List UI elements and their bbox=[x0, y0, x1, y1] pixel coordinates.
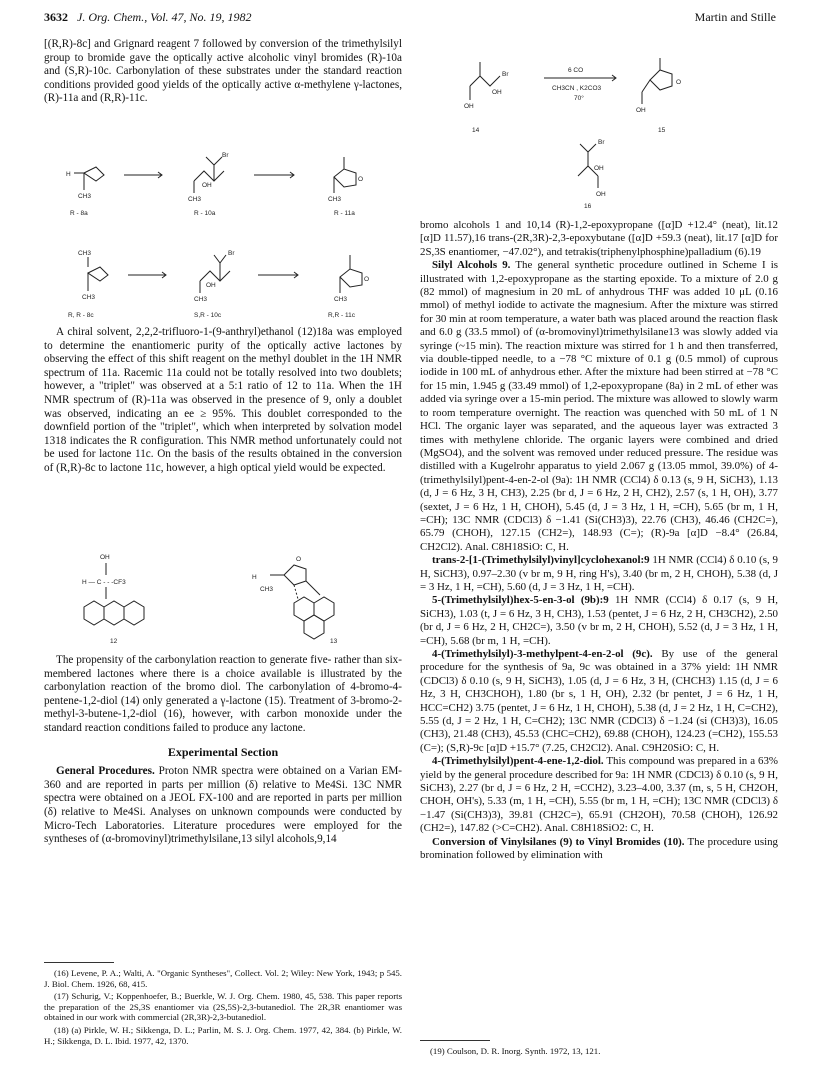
structure-12 bbox=[84, 563, 144, 625]
trans-cyclohexanol-text: 1H NMR (CCl4) δ 0.10 (s, 9 H, SiCH3), 0.97–2.30 (v br m, 9 H, ring H's), 3.40 (br m, 2 H, CHOH), 5.38 (d, J = 3 Hz, 1 H, =CH), 5.60 (d, J = 3 Hz, 1 H, =CH). bbox=[420, 554, 778, 593]
struct12-center: H — C - - -CF3 bbox=[82, 579, 126, 586]
atom-o: O bbox=[358, 176, 364, 183]
atom-ch3: CH3 bbox=[260, 586, 274, 593]
bond bbox=[214, 157, 222, 165]
compound-label-15: 15 bbox=[658, 127, 666, 134]
compound-label-11a: R - 11a bbox=[334, 210, 355, 217]
lactone-ring-11c bbox=[340, 269, 362, 287]
pentenediol-text: This compound was prepared in a 63% yield by the general procedure described for 9a: 1H NMR (CDCl3) δ 0.10 (s, 9 H, SiCH3), 2.27 (br d, J = 6 Hz, 2 H, =CCH2), 3.23–4.00, 3.37 (m, s, 5 H, CH2OH, CHOH, OH's), 5.33 (m, 1 H, =CH), 5.55 (br m, 1 H, =CH); 13C NMR (CDCl3) δ −1.47 (Si(CH3)3), 39.81 (CH2C=), 65.91 (CH2OH), 70.58 (CHOH), 126.92 (CH2=), 147.82 (>C=CH2). Anal. C8H18SiO2: C, H. bbox=[420, 755, 778, 835]
paragraph-bromo-alcohols: bromo alcohols 1 and 10,14 (R)-1,2-epoxypropane ([α]D +12.4° (neat), lit.12 [α]D 11.57),16 trans-(2R,3R)-2,3-epoxybutane ([α]D +59.3 (neat), lit.17 [α]D for 2S,3S enantiomer, −47.02°), and tetrakis(triphenylphosphine)palladium (6).19 bbox=[420, 219, 778, 258]
silyl-alcohols-heading: Silyl Alcohols 9. bbox=[432, 259, 511, 272]
bond bbox=[580, 144, 588, 152]
bond bbox=[214, 255, 220, 263]
bond bbox=[642, 80, 650, 92]
atom-ch3: CH3 bbox=[328, 196, 342, 203]
atom-o: O bbox=[364, 276, 370, 283]
compound-label-8a: R - 8a bbox=[70, 210, 88, 217]
compound-label-10a: R - 10a bbox=[194, 210, 216, 217]
atom-br: Br bbox=[598, 139, 605, 146]
atom-ch3: CH3 bbox=[82, 294, 96, 301]
atom-ch3: CH3 bbox=[78, 193, 92, 200]
scheme-row-1 bbox=[74, 157, 356, 193]
structures-12-13 bbox=[44, 545, 402, 645]
bond bbox=[206, 157, 214, 165]
footnote-19: (19) Coulson, D. R. Inorg. Synth. 1972, 13, 121. bbox=[430, 1046, 601, 1056]
pentenediol-heading: 4-(Trimethylsilyl)pent-4-ene-1,2-diol. bbox=[432, 755, 604, 768]
compound-label-14: 14 bbox=[472, 127, 480, 134]
atom-o: O bbox=[676, 79, 682, 86]
conversion-heading: Conversion of Vinylsilanes (9) to Vinyl Bromides (10). bbox=[432, 835, 685, 848]
footnote-rule bbox=[44, 962, 114, 963]
atom-oh: OH bbox=[100, 554, 110, 561]
atom-ch3: CH3 bbox=[188, 196, 202, 203]
anthracene-ring bbox=[294, 597, 314, 621]
compound-15-drawing bbox=[642, 58, 672, 104]
atom-o: O bbox=[296, 556, 302, 563]
atom-ch3: CH3 bbox=[194, 296, 208, 303]
epoxide-8c bbox=[88, 267, 108, 281]
bond bbox=[306, 581, 320, 595]
atom-oh: OH bbox=[464, 103, 474, 110]
chain-10a bbox=[194, 171, 224, 181]
arrow-group bbox=[544, 75, 616, 81]
footnote-17: (17) Schurig, V.; Koppenhoefer, B.; Buerkle, W. J. Org. Chem. 1980, 45, 538. This paper reports the preparation of the 2S,3S enantiomer via (2S,5S)-2,3-butanediol. The 2R,3R enantiomer was obtained in our work with commercial (2R,3R)-2,3-butanediol. bbox=[44, 991, 402, 1023]
left-reaction-schemes bbox=[44, 135, 402, 323]
atom-oh: OH bbox=[594, 165, 604, 172]
left-column-top bbox=[44, 38, 402, 106]
h-bond bbox=[294, 585, 298, 599]
chain-14 bbox=[470, 76, 500, 86]
experimental-heading: Experimental Section bbox=[167, 744, 279, 759]
anthracene-ring bbox=[104, 601, 124, 625]
atom-br: Br bbox=[502, 71, 509, 78]
compound-label-13: 13 bbox=[330, 638, 338, 645]
footnotes-right bbox=[420, 1046, 778, 1059]
atom-h: H bbox=[252, 574, 257, 581]
footnote-rule-right bbox=[420, 1040, 490, 1041]
page-number: 3632 bbox=[44, 10, 68, 24]
reagents-bottom: CH3CN , K2CO3 bbox=[552, 85, 602, 92]
reaction-temperature: 70° bbox=[574, 95, 584, 102]
methylpentenol-heading: 4-(Trimethylsilyl)-3-methylpent-4-en-2-ol (9c). bbox=[432, 648, 653, 660]
running-authors: Martin and Stille bbox=[694, 10, 776, 24]
atom-oh: OH bbox=[596, 191, 606, 198]
compound-label-11c: R,R - 11c bbox=[328, 312, 355, 319]
journal-citation: J. Org. Chem., Vol. 47, No. 19, 1982 bbox=[77, 10, 252, 24]
atom-ch3: CH3 bbox=[78, 250, 92, 257]
left-column-lower bbox=[44, 654, 402, 847]
atom-oh: OH bbox=[636, 107, 646, 114]
paragraph-chiral-solvent: A chiral solvent, 2,2,2-trifluoro-1-(9-anthryl)ethanol (12)18a was employed to determine the enantiomeric purity of the optically active lactones by observing the effect of this shift reagent on the methyl doublet in the 1H NMR spectrum of 11a. Racemic 11a could not be totally resolved into two doublets; however, a "triplet" was observed at a 5:1 ratio of 12 to 11a. When the 1H NMR spectrum of (R)-11a was observed in the presence of 9, only a doublet was observed, indicating an ee ≥ 95%. This doublet corresponded to the downfield portion of the "triplet", which when interpreted by solvation model 1318 indicates the R configuration. This NMR method unfortunately could not be used for lactone 11c. On the basis of the results obtained in the conversion of (R,R)-8c to lactone 11c, however, a high optical yield would be expected. bbox=[44, 326, 402, 474]
conversion-text: The procedure using bromination followed by elimination with bbox=[420, 835, 779, 862]
anthracene-ring bbox=[314, 597, 334, 621]
hexenol-text: 1H NMR (CCl4) δ 0.17 (s, 9 H, SiCH3), 1.03 (t, J = 6 Hz, 3 H, CH3), 1.53 (pentet, J = 6 Hz, 2 H, CH3CH2), 2.50 (br d, J = 6 Hz, 2 H, CH2C=), 3.50 (v br m, 2 H, CHOH), 5.52 (d, J = 3 Hz, 1 H, =CH), 5.68 (br m, 1 H, =CH). bbox=[420, 594, 778, 647]
compound-label-12: 12 bbox=[110, 638, 118, 645]
footnotes-left bbox=[44, 968, 402, 1048]
bond bbox=[220, 255, 226, 263]
epoxide-8a bbox=[84, 167, 104, 181]
paragraph-intro: [(R,R)-8c] and Grignard reagent 7 followed by conversion of the trimethylsilyl group to bromide gave the optically active alcoholic vinyl bromides (R)-10a and (S,R)-10c. Carbonylation of these substrates under the standard reaction conditions provided good yields of the optically active α-methylene γ-lactones, (R)-11a and (R,R)-11c. bbox=[44, 38, 402, 105]
trans-cyclohexanol-heading: trans-2-[1-(Trimethylsilyl)vinyl]cyclohexanol:9 bbox=[432, 554, 650, 567]
scheme-row-2 bbox=[88, 255, 362, 293]
compound-label-10c: S,R - 10c bbox=[194, 312, 222, 319]
anthracene-ring bbox=[304, 615, 324, 639]
right-reaction-scheme bbox=[418, 36, 778, 211]
methylpentenol-text: By use of the general procedure for the synthesis of 9a, 9c was obtained in a 37% yield: 1H NMR (CDCl3) δ 0.10 (s, 9 H, SiCH3), 1.05 (d, J = 6 Hz, 3 H, (CHCH3) 1.15 (d, J = 6 Hz, 3 H, CH3CHOH), 1.80 (br s, 1 H, OH), 2.32 (br pentet, J = 6 Hz, 1 H, HCC=CH2) 3.75 (pentet, J = 6 Hz, 1 H, CHOH), 5.38 (d, J = 2 Hz, 1 H, C=CH2), 5.55 (d, J = 2 Hz, 1 H, C=CH2); 13C NMR (CDCl3) δ −1.24 (si (CH3)3), 16.05 (CH3), 21.48 (CH3), 45.53 (CHC=CH2), 69.88 (CHOH), 124.23 (=CH2), 155.53 (C=); (S,R)-9c [α]D +15.7° (7.25, CH2Cl2). Anal. C9H20SiO: C, H. bbox=[420, 648, 778, 754]
compound-label-16: 16 bbox=[584, 203, 592, 210]
general-procedures-text: Proton NMR spectra were obtained on a Varian EM-360 and are reported in parts per million (δ) relative to Me4Si. 13C NMR spectra were obtained on a JEOL FX-100 and are reported in parts per million (δ) relative to Me4Si. Analyses on unknown compounds were conducted by Micro-Tech Laboratories. Literature procedures were employed for the syntheses of (α-bromovinyl)trimethylsilane,13 silyl alcohols,9,14 bbox=[44, 765, 402, 846]
reagents-top: 6 CO bbox=[568, 67, 584, 74]
anthracene-ring bbox=[124, 601, 144, 625]
atom-br: Br bbox=[222, 152, 229, 159]
atom-ch3: CH3 bbox=[334, 296, 348, 303]
general-procedures-heading: General Procedures. bbox=[56, 765, 155, 778]
compound-label-8c: R, R - 8c bbox=[68, 312, 94, 319]
left-column-middle bbox=[44, 326, 402, 476]
chain-10c bbox=[200, 271, 230, 281]
atom-oh: OH bbox=[206, 282, 216, 289]
lactone-ring-15 bbox=[650, 70, 672, 90]
footnote-18: (18) (a) Pirkle, W. H.; Sikkenga, D. L.; Parlin, M. S. J. Org. Chem. 1977, 42, 384. (b) Pirkle, W. H.; Sikkenga, D. L. Ibid. 1977, 42, 1370. bbox=[44, 1024, 402, 1046]
silyl-alcohols-text: The general synthetic procedure outlined in Scheme I is illustrated with 1,2-epoxypropane as the starting epoxide. To a mixture of 2.0 g (82 mmol) of magnesium in 20 mL of anhydrous THF was added 10 μL (0.16 mmol) of methyl iodide to activate the magnesium. After the mixture was stirred for 30 min at room temperature, a water bath was placed around the reaction flask and 6.0 g (33.5 mmol) of (α-bromovinyl)trimethylsilane13 was slowly added via syringe (~15 min). The reaction mixture was stirred for 1 h and then transferred, via double-tipped needle, to a −78 °C mixture of 0.1 g (0.5 mmol) of cuprous iodide in 100 mL of anhydrous ether. After the mixture had been stirred at −78 °C for 15 min, 1.945 g (33.49 mmol) of 1,2-epoxypropane (8a) in 2 mL of ether was added via syringe over a 15-min period. The mixture was allowed to slowly warm to room temperature overnight. The reaction was quenched with 50 mL of 1 N HCl. The organic layer was separated, and the aqueous layer was extracted 3 times with methylene chloride. The organic layers were combined and dried (MgSO4), and the solvent was removed under reduced pressure. The residue was distilled with a Kugelrohr apparatus to yield 2.067 g (13.05 mmol, 39.0%) of 4-(trimethylsilyl)pent-4-en-2-ol (9a): 1H NMR (CCl4) δ 0.13 (s, 9 H, SiCH3), 1.13 (d, J = 6 Hz, 3 H, CH3), 2.25 (br d, J = 6 Hz, 2 H, CH2), 2.57 (s, 1 H, OH), 3.77 (sextet, J = 6 Hz, 1 H, CHOH), 5.45 (d, J = 3 Hz, 1 H, =CH), 5.65 (br m, 1 H, =CH); 13C NMR (CDCl3) δ −1.41 (Si(CH3)3), 22.76 (CH3), 46.46 (CH2C=), 65.79 (CHOH), 127.15 (CH2=), 148.93 (C=); (R)-9a [α]D −8.4° (26.84, CH2Cl2). Anal. C8H18SiO: C, H. bbox=[420, 259, 778, 553]
paragraph-propensity: The propensity of the carbonylation reaction to generate five- rather than six-membered lactones where there is a choice available is illustrated by the carbonylation reaction of the bromo diol. The carbonylation of 4-bromo-4-pentene-1,2-diol (14) only generated a γ-lactone (15). Treatment of 3-bromo-2-methyl-3-butene-1,2-diol (16), however, with carbon monoxide under the standard reaction conditions failed to produce any lactone. bbox=[44, 654, 402, 734]
structure-13 bbox=[270, 565, 334, 639]
atom-oh: OH bbox=[202, 182, 212, 189]
right-column bbox=[420, 219, 778, 863]
anthracene-ring bbox=[84, 601, 104, 625]
lactone-ring-11a bbox=[334, 169, 356, 187]
page-header bbox=[44, 10, 776, 26]
atom-oh: OH bbox=[492, 89, 502, 96]
bond bbox=[588, 144, 596, 152]
footnote-16: (16) Levene, P. A.; Walti, A. "Organic Syntheses", Collect. Vol. 2; Wiley: New York, 1943; p 545. J. Biol. Chem. 1926, 68, 415. bbox=[44, 968, 402, 989]
lactone-ring bbox=[284, 565, 306, 585]
right-scheme-labels bbox=[464, 67, 681, 210]
hexenol-heading: 5-(Trimethylsilyl)hex-5-en-3-ol (9b):9 bbox=[432, 594, 609, 607]
atom-h: H bbox=[66, 171, 71, 178]
atom-br: Br bbox=[228, 250, 235, 257]
